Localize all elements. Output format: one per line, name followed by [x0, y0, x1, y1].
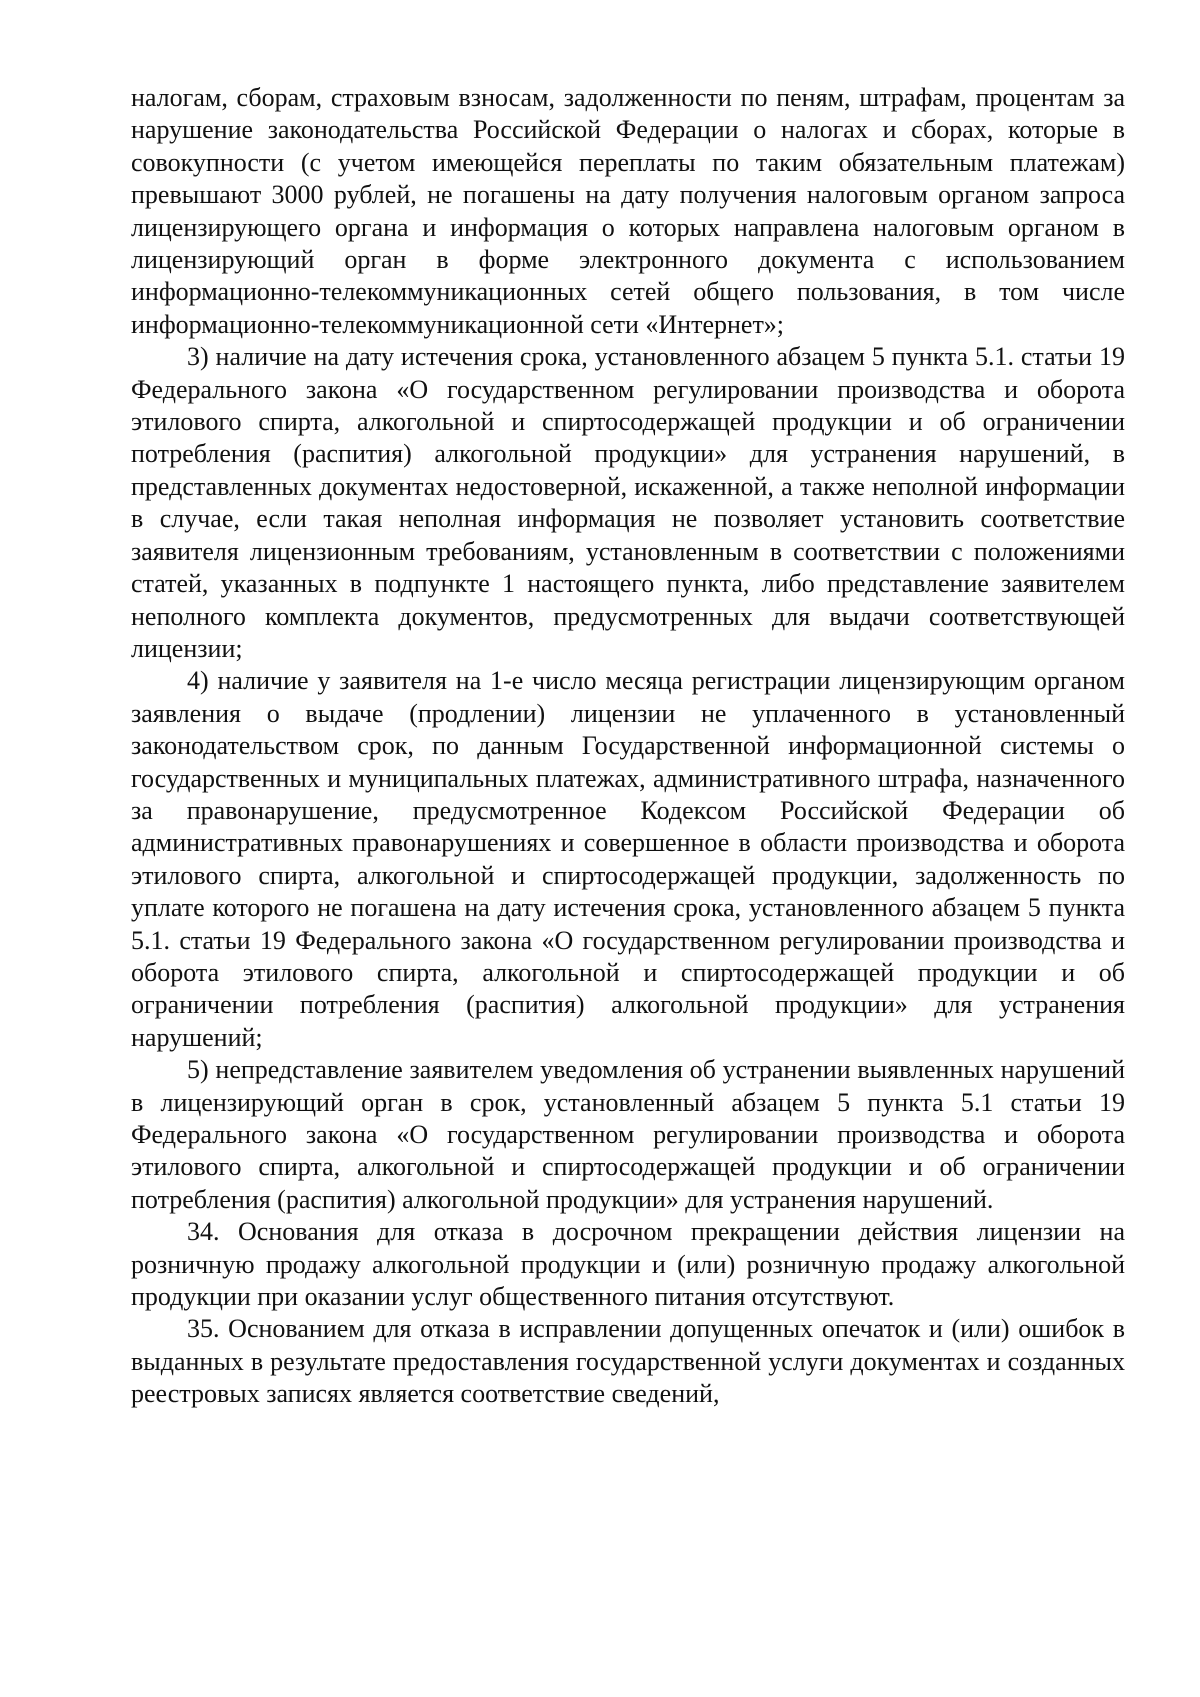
paragraph-item-5: 5) непредставление заявителем уведомления об устранении выявленных нарушений в лицензирующий орган в срок, установленный абзацем 5 пункта 5.1 статьи 19 Федерального закона «О государственном регулировании производства и оборота этилового спирта, алкогольной и спиртосодержащей продукции и об ограничении потребления (распития) алкогольной продукции» для устранения нарушений.: [131, 1055, 1125, 1214]
paragraph-clause-34: 34. Основания для отказа в досрочном прекращении действия лицензии на розничную продажу алкогольной продукции и (или) розничную продажу алкогольной продукции при оказании услуг общественного питания отсутствуют.: [131, 1217, 1125, 1312]
paragraph-continuation: налогам, сборам, страховым взносам, задолженности по пеням, штрафам, процентам за нарушение законодательства Российской Федерации о налогах и сборах, которые в совокупности (с учетом имеющейся переплаты по таким обязательным платежам) превышают 3000 рублей, не погашены на дату получения налоговым органом запроса лицензирующего органа и информация о которых направлена налоговым органом в лицензирующий орган в форме электронного документа с использованием информационно-телекоммуникационных сетей общего пользования, в том числе информационно-телекоммуникационной сети «Интернет»;: [131, 83, 1125, 339]
paragraph-clause-35: 35. Основанием для отказа в исправлении допущенных опечаток и (или) ошибок в выданных в результате предоставления государственной услуги документах и созданных реестровых записях является соответствие сведений,: [131, 1314, 1125, 1409]
paragraph-item-4: 4) наличие у заявителя на 1-е число месяца регистрации лицензирующим органом заявления о выдаче (продлении) лицензии не уплаченного в установленный законодательством срок, по данным Государственной информационной системы о государственных и муниципальных платежах, административного штрафа, назначенного за правонарушение, предусмотренное Кодексом Российской Федерации об административных правонарушениях и совершенное в области производства и оборота этилового спирта, алкогольной и спиртосодержащей продукции, задолженность по уплате которого не погашена на дату истечения срока, установленного абзацем 5 пункта 5.1. статьи 19 Федерального закона «О государственном регулировании производства и оборота этилового спирта, алкогольной и спиртосодержащей продукции и об ограничении потребления (распития) алкогольной продукции» для устранения нарушений;: [131, 666, 1125, 1052]
document-page: [131, 82, 1125, 1411]
paragraph-item-3: 3) наличие на дату истечения срока, установленного абзацем 5 пункта 5.1. статьи 19 Федерального закона «О государственном регулировании производства и оборота этилового спирта, алкогольной и спиртосодержащей продукции и об ограничении потребления (распития) алкогольной продукции» для устранения нарушений, в представленных документах недостоверной, искаженной, а также неполной информации в случае, если такая неполная информация не позволяет установить соответствие заявителя лицензионным требованиям, установленным в соответствии с положениями статей, указанных в подпункте 1 настоящего пункта, либо представление заявителем неполного комплекта документов, предусмотренных для выдачи соответствующей лицензии;: [131, 342, 1125, 663]
